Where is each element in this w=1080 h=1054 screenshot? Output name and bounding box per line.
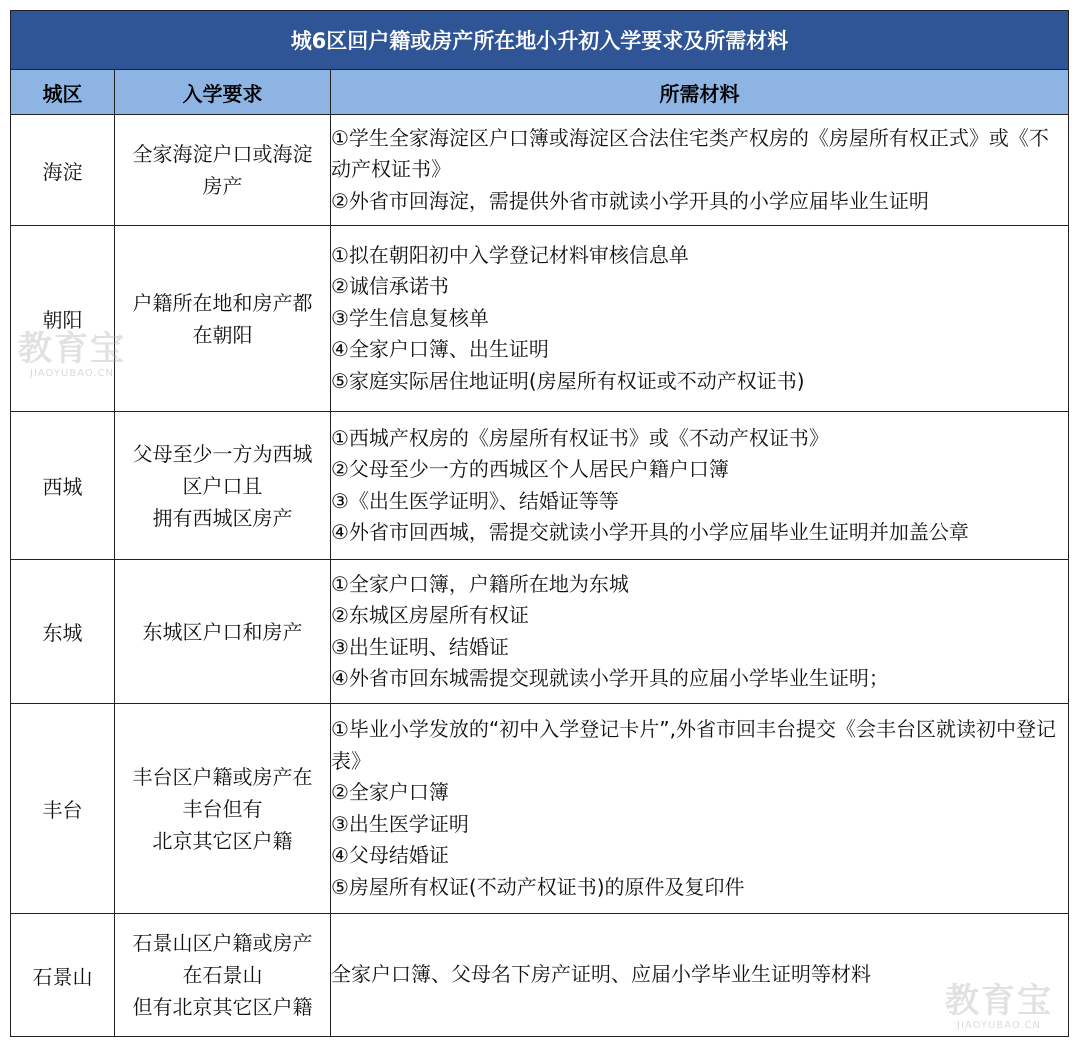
material-item: ②父母至少一方的西城区个人居民户籍户口簿 [331,457,729,481]
requirement-cell [115,560,331,704]
requirement-line: 东城区户口和房产 [142,619,303,644]
table-row [11,226,1069,412]
requirement-line: 丰台但有 [182,796,263,821]
material-item: ③出生证明、结婚证 [331,634,509,659]
requirement-line: 在石景山 [182,963,263,987]
district-cell: 丰台 [11,704,115,914]
material-item: ⑤房屋所有权证(不动产权证书)的原件及复印件 [331,874,745,899]
table-row [11,560,1069,704]
district-cell: 东城 [11,560,115,704]
requirement-line: 父母至少一方为西城 [132,441,313,466]
table-row [11,704,1069,914]
requirement-line: 丰台区户籍或房产在 [132,764,313,789]
requirement-cell [115,914,331,1037]
table-title: 城6区回户籍或房产所在地小升初入学要求及所需材料 [11,11,1069,70]
material-item: ③《出生医学证明》、结婚证等等 [331,488,619,513]
requirement-cell [115,226,331,412]
material-item: ④外省市回东城需提交现就读小学开具的应届小学毕业生证明； [331,666,889,690]
district-cell: 西城 [11,412,115,560]
watermark-url: JIAOYUBAO.CN [957,1020,1041,1031]
header-materials: 所需材料 [331,70,1069,115]
table-row [11,412,1069,560]
materials-cell [331,412,1069,560]
requirement-line: 房产 [202,174,243,198]
material-item: ②全家户口簿 [331,780,449,804]
material-item: ③出生医学证明 [331,811,469,836]
watermark-url: JIAOYUBAO.CN [30,368,114,379]
material-item: ①全家户口簿，户籍所在地为东城 [331,571,629,596]
materials-cell [331,914,1069,1037]
watermark-logo-text: 教育宝 [18,329,126,369]
requirement-line: 北京其它区户籍 [152,828,293,853]
header-district: 城区 [11,70,115,115]
admission-table [10,10,1069,1037]
materials-cell [331,560,1069,704]
material-item: ②诚信承诺书 [331,274,449,299]
requirement-cell [115,115,331,226]
materials-cell [331,704,1069,914]
district-cell: 朝阳 [11,226,115,412]
material-item: ③学生信息复核单 [331,305,489,330]
requirement-line: 在朝阳 [192,322,253,347]
material-item: ⑤家庭实际居住地证明(房屋所有权证或不动产权证书) [331,368,805,393]
material-item: ④父母结婚证 [331,843,449,867]
material-item: ④外省市回西城，需提交就读小学开具的小学应届毕业生证明并加盖公章 [331,520,969,544]
requirement-line: 全家海淀户口或海淀 [132,142,313,166]
material-item: 全家户口簿、父母名下房产证明、应届小学毕业生证明等材料 [331,962,871,987]
table-row [11,914,1069,1037]
requirement-line: 但有北京其它区户籍 [132,995,313,1019]
table-row [11,115,1069,226]
requirement-cell [115,704,331,914]
material-item: ①拟在朝阳初中入学登记材料审核信息单 [331,242,689,267]
materials-cell [331,115,1069,226]
material-item: ②东城区房屋所有权证 [331,603,529,627]
requirement-line: 石景山区户籍或房产 [132,931,313,955]
requirement-cell [115,412,331,560]
district-cell: 石景山 [11,914,115,1037]
material-item: ④全家户口簿、出生证明 [331,337,549,362]
requirement-line: 拥有西城区房产 [152,505,293,530]
watermark-logo-text: 教育宝 [945,981,1053,1021]
material-item: ①西城产权房的《房屋所有权证书》或《不动产权证书》 [331,425,829,450]
material-item: ①毕业小学发放的“初中入学登记卡片”,外省市回丰台提交《会丰台区就读初中登记表》 [331,717,1057,773]
material-item: ②外省市回海淀，需提供外省市就读小学开具的小学应届毕业生证明 [331,188,929,213]
materials-cell [331,226,1069,412]
requirement-line: 户籍所在地和房产都 [132,290,313,315]
district-cell: 海淀 [11,115,115,226]
requirement-line: 区户口且 [182,473,263,498]
header-requirement: 入学要求 [115,70,331,115]
material-item: ①学生全家海淀区户口簿或海淀区合法住宅类产权房的《房屋所有权正式》或《不动产权证书》 [331,125,1049,182]
